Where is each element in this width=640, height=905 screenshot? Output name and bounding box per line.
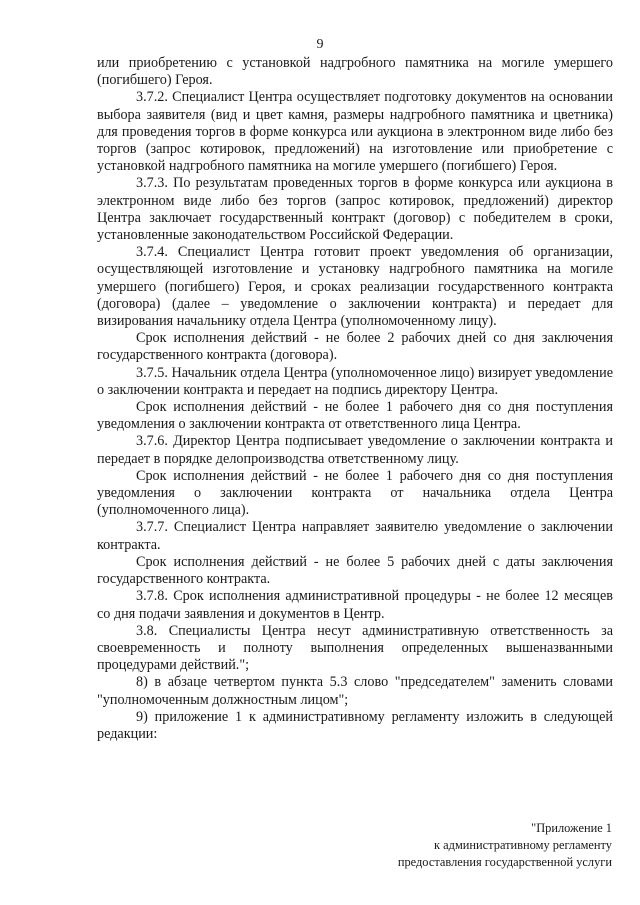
paragraph: Срок исполнения действий - не более 2 рабочих дней со дня заключения государственного контракта (договора). — [97, 330, 613, 364]
paragraph: 3.7.2. Специалист Центра осуществляет подготовку документов на основании выбора заявителя (вид и цвет камня, размеры надгробного памятника и цветника) для проведения торгов в форме конкурса или аукциона в электронном виде либо без торгов (запрос котировок, предложений) на изготовление или приобретение с установкой надгробного памятника на могиле умершего (погибшего) Героя. — [97, 89, 613, 175]
paragraph: 3.8. Специалисты Центра несут административную ответственность за своевременность и полноту выполнения определенных вышеназванными процедурами действий."; — [97, 622, 613, 674]
appendix-heading-line: к административному регламенту — [434, 838, 612, 852]
paragraph: 3.7.6. Директор Центра подписывает уведомление о заключении контракта и передает в порядке делопроизводства ответственному лицу. — [97, 433, 613, 467]
document-body — [97, 55, 613, 743]
paragraph: 8) в абзаце четвертом пункта 5.3 слово "председателем" заменить словами "уполномоченным должностным лицом"; — [97, 674, 613, 708]
page-number: 9 — [316, 37, 324, 52]
paragraph: Срок исполнения действий - не более 1 рабочего дня со дня поступления уведомления о заключении контракта от ответственного лица Центра. — [97, 399, 613, 433]
paragraph: Срок исполнения действий - не более 5 рабочих дней с даты заключения государственного контракта. — [97, 553, 613, 588]
paragraph: Срок исполнения действий - не более 1 рабочего дня со дня поступления уведомления о заключении контракта от начальника отдела Центра (уполномоченного лица). — [97, 467, 613, 519]
paragraph: 3.7.4. Специалист Центра готовит проект уведомления об организации, осуществляющей изготовление и установку надгробного памятника на могиле умершего (погибшего) Героя, и сроках реализации государственного контракта (договора) (далее – уведомление о заключении контракта) и передает для визирования начальнику отдела Центра (уполномоченному лицу). — [97, 244, 613, 330]
paragraph: 3.7.3. По результатам проведенных торгов в форме конкурса или аукциона в электронном виде либо без торгов (запрос котировок, предложений) директор Центра заключает государственный контракт (договор) с победителем в сроки, установленные законодательством Российской Федерации. — [97, 175, 613, 244]
appendix-heading — [398, 820, 612, 871]
paragraph: 3.7.5. Начальник отдела Центра (уполномоченное лицо) визирует уведомление о заключении контракта и передает на подпись директору Центра. — [97, 364, 613, 398]
appendix-heading-line: "Приложение 1 — [531, 821, 612, 835]
paragraph: 3.7.8. Срок исполнения административной процедуры - не более 12 месяцев со дня подачи заявления и документов в Центр. — [97, 588, 613, 622]
appendix-heading-line: предоставления государственной услуги — [397, 855, 612, 869]
paragraph: или приобретению с установкой надгробного памятника на могиле умершего (погибшего) Героя. — [97, 55, 613, 89]
paragraph: 3.7.7. Специалист Центра направляет заявителю уведомление о заключении контракта. — [97, 519, 613, 553]
paragraph: 9) приложение 1 к административному регламенту изложить в следующей редакции: — [97, 708, 613, 742]
